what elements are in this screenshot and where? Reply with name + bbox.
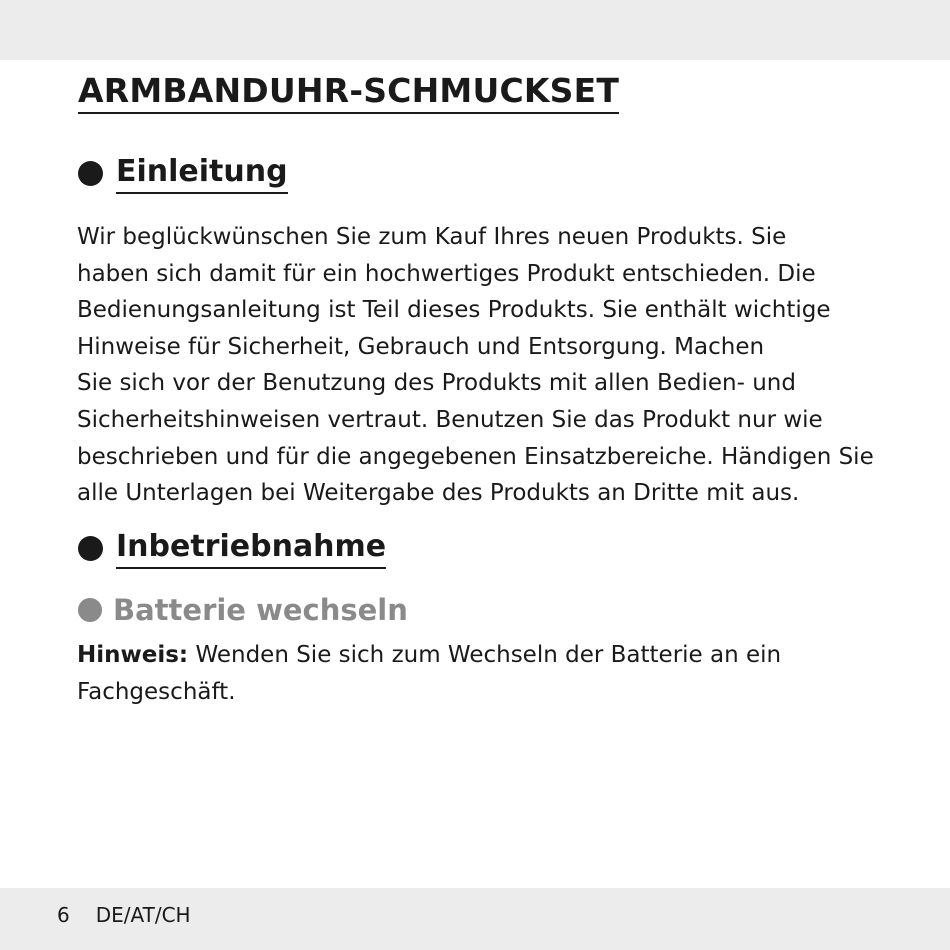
- page-title: ARMBANDUHR-SCHMUCKSET: [78, 70, 619, 114]
- note-text: Wenden Sie sich zum Wechseln der Batterie an ein: [188, 642, 782, 668]
- section-heading-text: Inbetriebnahme: [116, 527, 386, 569]
- intro-paragraph: [77, 219, 892, 512]
- top-band: [0, 0, 950, 60]
- subsection-heading-batterie: [78, 590, 408, 630]
- paragraph-line: Bedienungsanleitung ist Teil dieses Produkts. Sie enthält wichtige: [77, 297, 831, 324]
- paragraph-line: Hinweise für Sicherheit, Gebrauch und Entsorgung. Machen: [77, 333, 765, 360]
- paragraph-line: Wir beglückwünschen Sie zum Kauf Ihres neuen Produkts. Sie: [77, 224, 787, 250]
- paragraph-line: Sie sich vor der Benutzung des Produkts mit allen Bedien- und: [77, 370, 796, 397]
- bullet-icon: [78, 161, 103, 186]
- note-label: Hinweis:: [77, 642, 189, 668]
- section-heading-einleitung: [78, 152, 288, 194]
- paragraph-line: Sicherheitshinweisen vertraut. Benutzen Sie das Produkt nur wie: [77, 406, 823, 433]
- paragraph-line: beschrieben und für die angegebenen Einsatzbereiche. Händigen Sie: [77, 443, 874, 470]
- section-heading-text: Einleitung: [116, 152, 288, 194]
- note-line: Fachgeschäft.: [77, 678, 236, 705]
- region-label: DE/AT/CH: [95, 903, 191, 927]
- bullet-icon: [78, 536, 103, 561]
- page-footer: [57, 900, 191, 930]
- page-number: 6: [57, 903, 70, 927]
- paragraph-line: haben sich damit für ein hochwertiges Produkt entschieden. Die: [77, 260, 816, 287]
- subsection-heading-text: Batterie wechseln: [113, 593, 408, 627]
- bullet-icon: [78, 598, 102, 622]
- note-line: [77, 637, 892, 674]
- paragraph-line: alle Unterlagen bei Weitergabe des Produkts an Dritte mit aus.: [77, 480, 800, 507]
- section-heading-inbetriebnahme: [78, 527, 386, 569]
- battery-note: [77, 637, 892, 710]
